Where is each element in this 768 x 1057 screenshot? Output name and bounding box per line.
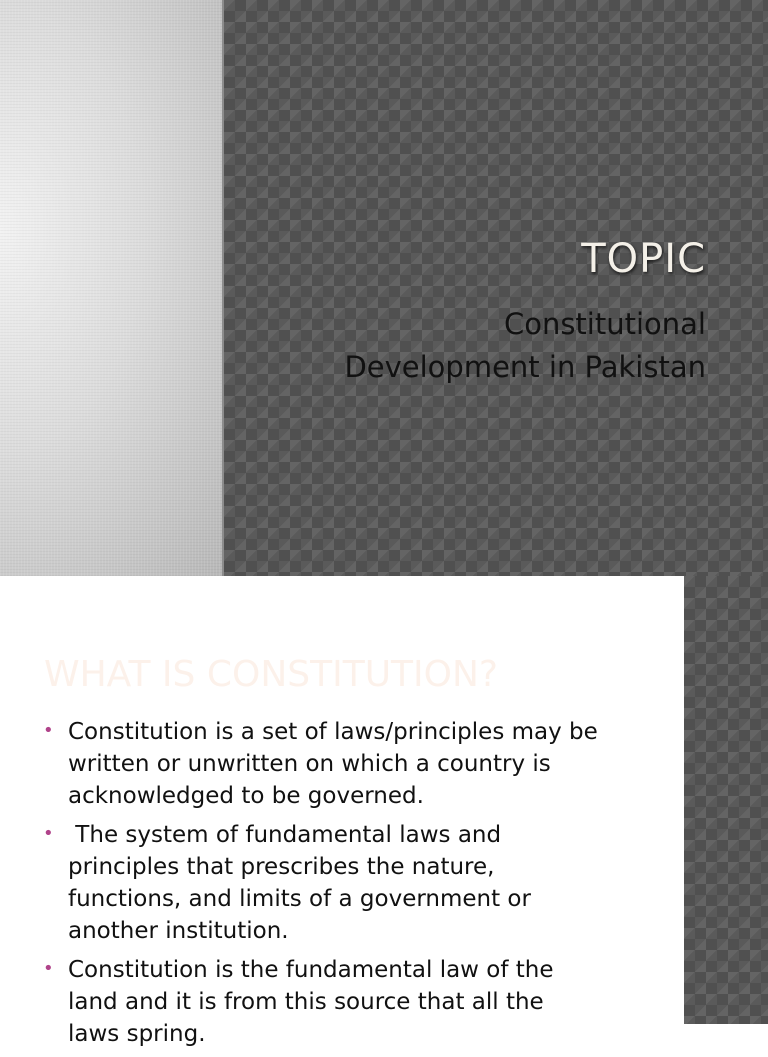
- bullet-line: functions, and limits of a government or: [68, 886, 531, 912]
- gradient-side-panel: [0, 0, 224, 576]
- bullet-line: The system of fundamental laws and: [68, 822, 502, 848]
- bullet-line: principles that prescribes the nature,: [68, 854, 495, 880]
- bullet-icon: •: [43, 958, 54, 979]
- list-item: [42, 819, 652, 947]
- diamond-pattern-background: [224, 0, 768, 576]
- bullet-icon: •: [43, 823, 54, 844]
- bullet-line: land and it is from this source that all the: [68, 989, 544, 1015]
- bullet-list: [42, 716, 652, 1057]
- bullet-line: acknowledged to be governed.: [68, 783, 424, 809]
- bullet-line: laws spring.: [68, 1021, 206, 1047]
- list-item: [42, 954, 652, 1050]
- bullet-icon: •: [43, 720, 54, 741]
- bullet-line: another institution.: [68, 918, 289, 944]
- bullet-line: written or unwritten on which a country is: [68, 751, 551, 777]
- bullet-line: Constitution is the fundamental law of the: [68, 957, 554, 983]
- slide-title: TOPIC: [581, 236, 706, 282]
- subtitle-line: Development in Pakistan: [344, 350, 706, 384]
- slide-heading: WHAT IS CONSTITUTION?: [44, 654, 499, 695]
- bullet-line: Constitution is a set of laws/principles may be: [68, 719, 598, 745]
- content-slide: [0, 576, 768, 1047]
- subtitle-line: Constitutional: [503, 307, 706, 341]
- diamond-pattern-strip: [684, 576, 768, 1024]
- list-item: [42, 716, 652, 812]
- slide-subtitle: [246, 303, 706, 389]
